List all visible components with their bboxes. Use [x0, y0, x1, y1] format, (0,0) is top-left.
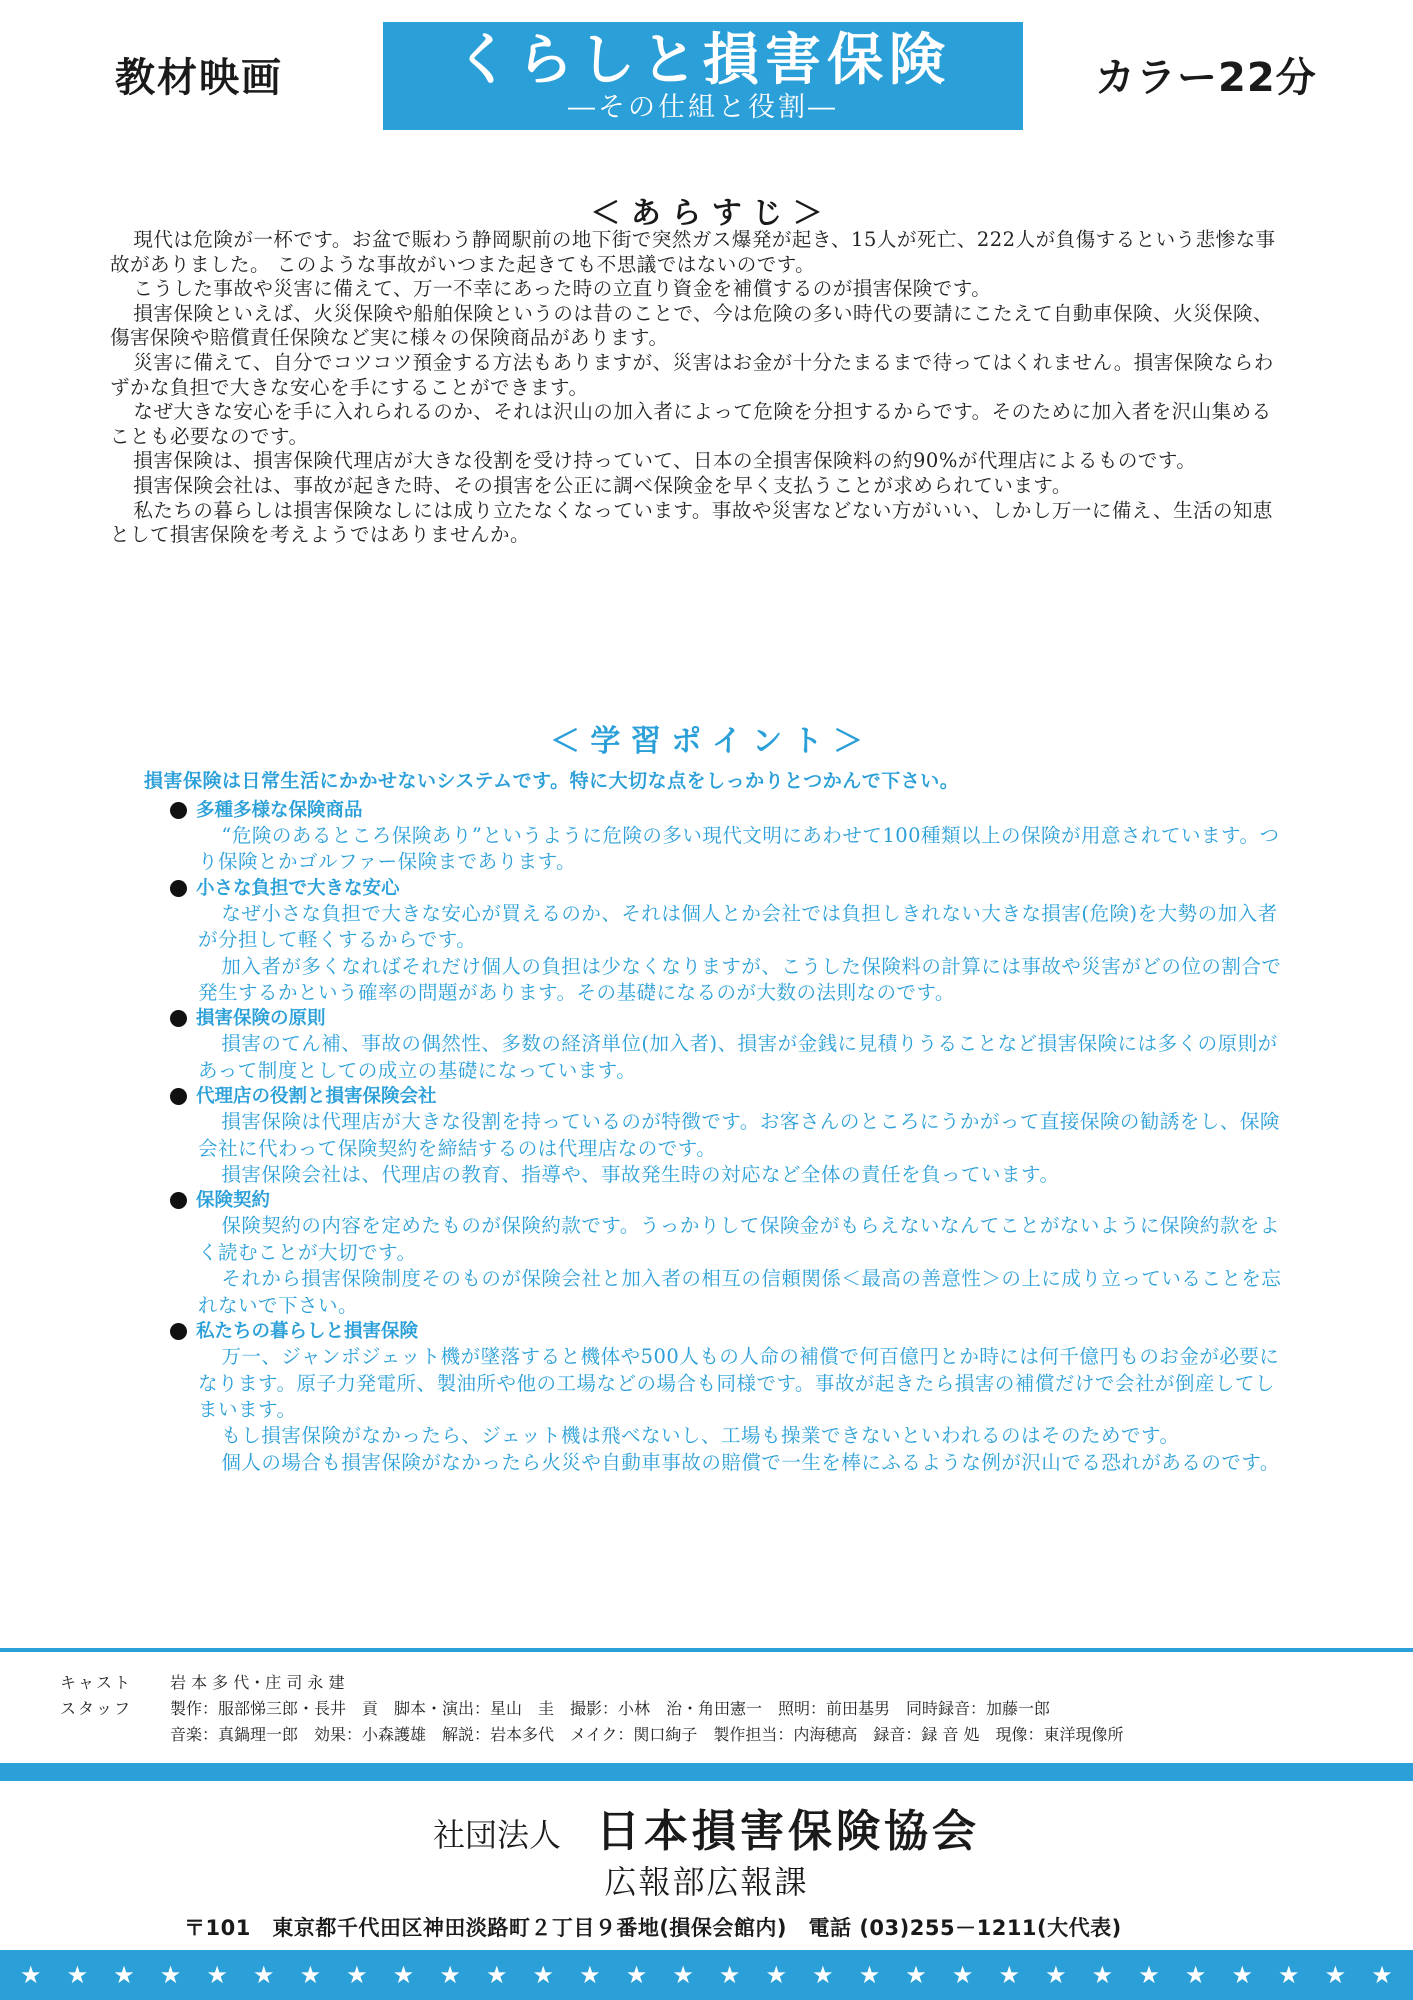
synopsis-paragraph: 損害保険といえば、火災保険や船舶保険というのは昔のことで、今は危険の多い時代の要請にこたえて自動車保険、火災保険、傷害保険や賠償責任保険など実に様々の保険商品があります。	[110, 301, 1274, 350]
star-icon: ★	[858, 1961, 881, 1989]
blue-band	[0, 1763, 1413, 1781]
star-icon: ★	[812, 1961, 834, 1989]
learning-intro: 損害保険は日常生活にかかせないシステムです。特に大切な点をしっかりとつかんで下さい。	[144, 770, 960, 792]
synopsis-paragraph: 損害保険会社は、事故が起きた時、その損害を公正に調べ保険金を早く支払うことが求められています。	[133, 473, 1072, 497]
learning-point-paragraph: “危険のあるところ保険あり”というように危険の多い現代文明にあわせて100種類以上の保険が用意されています。つり保険とかゴルファー保険まであります。	[198, 824, 1280, 874]
bullet-icon	[170, 802, 187, 819]
learning-point-body	[198, 1109, 1292, 1188]
header-left-label: 教材映画	[115, 55, 283, 101]
org-name: 日本損害保険協会	[596, 1806, 981, 1857]
staff-line-1: 製作：服部悌三郎・長井 貢 脚本・演出：星山 圭 撮影：小林 治・角田憲一 照明：前田基男 同時録音：加藤一郎	[170, 1699, 1051, 1718]
star-icon: ★	[1231, 1961, 1253, 1989]
star-icon: ★	[579, 1961, 601, 1989]
cast-label: キャスト	[60, 1673, 133, 1692]
learning-point-paragraph: もし損害保険がなかったら、ジェット機は飛べないし、工場も操業できないといわれるのはそのためです。	[221, 1424, 1180, 1448]
page-subtitle: ―その仕組と役割―	[568, 92, 838, 123]
synopsis-body	[110, 228, 1290, 548]
star-icon: ★	[299, 1961, 322, 1989]
credits-top-rule	[0, 1648, 1413, 1652]
learning-point-paragraph: 加入者が多くなればそれだけ個人の負担は少なくなりますが、こうした保険料の計算には事故や災害がどの位の割合で発生するかという確率の問題があります。その基礎になるのが大数の法則なのです。	[198, 954, 1282, 1005]
learning-point-paragraph: 個人の場合も損害保険がなかったら火災や自動車事故の賠償で一生を棒にふるような例が沢山でる恐れがあるのです。	[221, 1450, 1280, 1474]
bullet-icon	[170, 880, 187, 897]
star-icon: ★	[439, 1961, 461, 1989]
staff-line-2: 音楽：真鍋理一郎 効果：小森護雄 解説：岩本多代 メイク：関口絢子 製作担当：内海穂高 録音：録 音 処 現像：東洋現像所	[170, 1725, 1124, 1744]
learning-points	[172, 798, 1292, 1476]
star-icon: ★	[1184, 1961, 1207, 1989]
page-title: くらしと損害保険	[455, 27, 951, 93]
star-icon: ★	[672, 1961, 694, 1989]
learning-point-paragraph: なぜ小さな負担で大きな安心が買えるのか、それは個人とか会社では負担しきれない大きな損害(危険)を大勢の加入者が分担して軽くするからです。	[198, 901, 1278, 952]
learning-point-title	[172, 1084, 1292, 1109]
learning-point	[172, 1319, 1292, 1476]
learning-heading: ＜ 学 習 ポ イ ン ト ＞	[549, 724, 864, 759]
learning-point	[172, 1188, 1292, 1319]
star-icon: ★	[718, 1961, 741, 1989]
staff-label: スタッフ	[60, 1699, 133, 1718]
star-icon: ★	[532, 1961, 555, 1989]
synopsis-paragraph: 私たちの暮らしは損害保険なしには成り立たなくなっています。事故や災害などない方がいい、しかし万一に備え、生活の知恵として損害保険を考えようではありませんか。	[110, 498, 1274, 547]
learning-point-body	[198, 901, 1292, 1007]
learning-point-paragraph: 万一、ジャンボジェット機が墜落すると機体や500人もの人命の補償で何百億円とか時には何千億円ものお金が必要になります。原子力発電所、製油所や他の工場などの場合も同様です。事故が起きたら損害の補償だけで会社が倒産してしまいます。	[198, 1345, 1280, 1421]
synopsis-heading: ＜ あ ら す じ ＞	[590, 196, 823, 231]
star-icon: ★	[1045, 1961, 1067, 1989]
staff-row	[60, 1696, 1360, 1722]
learning-point	[172, 876, 1292, 1007]
bullet-icon	[170, 1088, 187, 1105]
synopsis-paragraph: 現代は危険が一杯です。お盆で賑わう静岡駅前の地下街で突然ガス爆発が起き、15人が死亡、222人が負傷するという悲惨な事故がありました。 このような事故がいつまた起きても不思議ではないのです。	[110, 228, 1276, 276]
learning-point-title	[172, 798, 1292, 823]
star-icon: ★	[159, 1961, 182, 1989]
learning-point-label: 多種多様な保険商品	[196, 800, 363, 821]
star-icon: ★	[1371, 1961, 1393, 1989]
learning-point-paragraph: 損害保険会社は、代理店の教育、指導や、事故発生時の対応など全体の責任を負っています。	[221, 1163, 1060, 1187]
cast-names: 岩 本 多 代・庄 司 永 建	[170, 1673, 345, 1692]
star-icon: ★	[485, 1961, 508, 1989]
department: 広報部広報課	[604, 1863, 809, 1901]
learning-point-paragraph: それから損害保険制度そのものが保険会社と加入者の相互の信頼関係＜最高の善意性＞の上に成り立っていることを忘れないで下さい。	[198, 1267, 1282, 1317]
bullet-icon	[170, 1010, 187, 1027]
star-icon: ★	[20, 1961, 42, 1989]
learning-point	[172, 798, 1292, 876]
learning-point	[172, 1006, 1292, 1084]
learning-point-title	[172, 876, 1292, 901]
learning-point-body	[198, 823, 1292, 876]
bullet-icon	[170, 1323, 187, 1340]
learning-point-paragraph: 保険契約の内容を定めたものが保険約款です。うっかりして保険金がもらえないなんてことがないように保険約款をよく読むことが大切です。	[198, 1214, 1280, 1264]
learning-point-body	[198, 1213, 1292, 1319]
star-icon: ★	[1091, 1961, 1114, 1989]
learning-point-label: 保険契約	[196, 1190, 271, 1212]
staff-row-2	[60, 1722, 1360, 1748]
star-icon: ★	[206, 1961, 228, 1989]
star-icon: ★	[346, 1961, 368, 1989]
synopsis-paragraph: 災害に備えて、自分でコツコツ預金する方法もありますが、災害はお金が十分たまるまで待ってはくれません。損害保険ならわずかな負担で大きな安心を手にすることができます。	[110, 350, 1274, 399]
star-icon: ★	[998, 1961, 1020, 1989]
org-prefix: 社団法人	[432, 1816, 561, 1854]
star-icon: ★	[951, 1961, 974, 1989]
synopsis-paragraph: なぜ大きな安心を手に入れられるのか、それは沢山の加入者によって危険を分担するからです。そのために加入者を沢山集めることも必要なのです。	[110, 400, 1272, 448]
learning-point-label: 損害保険の原則	[196, 1008, 326, 1030]
star-icon: ★	[113, 1961, 135, 1989]
learning-point	[172, 1084, 1292, 1188]
star-icon: ★	[392, 1961, 415, 1989]
learning-point-paragraph: 損害保険は代理店が大きな役割を持っているのが特徴です。お客さんのところにうかがって直接保険の勧誘をし、保険会社に代わって保険契約を締結するのは代理店なのです。	[198, 1110, 1280, 1160]
learning-point-label: 小さな負担で大きな安心	[196, 877, 400, 899]
staff-label-spacer	[60, 1722, 170, 1748]
learning-point-paragraph: 損害のてん補、事故の偶然性、多数の経済単位(加入者)、損害が金銭に見積りうることなど損害保険には多くの原則があって制度としての成立の基礎になっています。	[198, 1032, 1278, 1082]
header-right-label: カラー22分	[1095, 55, 1317, 101]
star-icon: ★	[1324, 1961, 1347, 1989]
learning-point-body	[198, 1344, 1292, 1476]
address: 〒101 東京都千代田区神田淡路町２丁目９番地(損保会館内) 電話 (03)255－1211(大代表)	[184, 1916, 1122, 1940]
learning-point-title	[172, 1006, 1292, 1031]
star-icon: ★	[252, 1961, 275, 1989]
learning-point-title	[172, 1188, 1292, 1213]
learning-point-title	[172, 1319, 1292, 1344]
star-icon: ★	[905, 1961, 927, 1989]
synopsis-paragraph: こうした事故や災害に備えて、万一不幸にあった時の立直り資金を補償するのが損害保険です。	[133, 277, 992, 301]
star-icon: ★	[66, 1961, 89, 1989]
star-icon: ★	[765, 1961, 788, 1989]
cast-row	[60, 1670, 1360, 1696]
learning-point-body	[198, 1031, 1292, 1084]
star-icon: ★	[1278, 1961, 1300, 1989]
synopsis-paragraph: 損害保険は、損害保険代理店が大きな役割を受け持っていて、日本の全損害保険料の約90%が代理店によるものです。	[133, 449, 1197, 473]
title-box	[383, 22, 1023, 130]
star-icon: ★	[1138, 1961, 1160, 1989]
bullet-icon	[170, 1192, 187, 1209]
star-border	[0, 1950, 1413, 2000]
organization	[0, 1795, 1413, 1859]
star-icon: ★	[625, 1961, 648, 1989]
learning-point-label: 私たちの暮らしと損害保険	[196, 1321, 419, 1343]
learning-point-label: 代理店の役割と損害保険会社	[196, 1086, 437, 1108]
credits	[60, 1670, 1360, 1748]
